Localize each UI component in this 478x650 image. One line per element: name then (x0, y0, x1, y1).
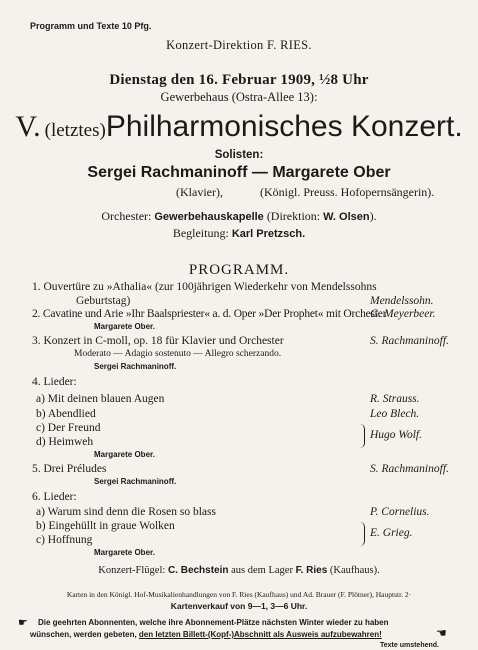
program-item-5-composer: S. Rachmaninoff. (370, 463, 449, 475)
program-heading: PROGRAMM. (188, 262, 290, 278)
program-item-6-line1: 6. Lieder: (32, 491, 77, 503)
accompaniment-label: Begleitung: (172, 226, 229, 240)
program-item-4-composer-wolf: Hugo Wolf. (370, 429, 422, 441)
program-item-3-line1: 3. Konzert in C-moll, op. 18 für Klavier und Orchester (32, 335, 284, 347)
pointing-hand-icon: ☛ (18, 617, 28, 629)
program-item-5-line1: 5. Drei Préludes (32, 463, 107, 475)
soloists-label: Solisten: (214, 149, 264, 161)
orchestra-label: Orchester: (101, 209, 152, 223)
program-item-1-composer: Mendelssohn. (370, 295, 434, 307)
soloist-1-role: (Klavier), (176, 185, 223, 199)
pointing-hand-left-icon: ☚ (436, 626, 447, 640)
program-item-4-song-b: b) Abendlied (36, 408, 96, 420)
program-item-1-line1: 1. Ouvertüre zu »Athalia« (zur 100jährigen Wiederkehr von Mendelssohns (32, 281, 377, 293)
soloist-2-role: (Königl. Preuss. Hofopernsängerin). (260, 185, 435, 199)
program-item-4-line1: 4. Lieder: (32, 376, 77, 388)
concert-venue: Gewerbehaus (Ostra-Allee 13): (160, 90, 318, 104)
notice-line-2b: den letzten Billett-(Kopf-)Abschnitt als Ausweis aufzubewahren! (138, 630, 382, 639)
soloist-dash: — (251, 164, 268, 181)
tickets-line-1: Karten in den Königl. Hof-Musikalienhandlungen von F. Ries (Kaufhaus) und Ad. Brauer (F. Plötner), Hauptstr. 2· (66, 590, 412, 599)
concert-date: Dienstag den 16. Februar 1909, ½8 Uhr (109, 72, 369, 88)
piano-label: Konzert-Flügel: (98, 565, 166, 576)
concert-title (0, 110, 478, 142)
piano-line (0, 565, 478, 576)
orchestra-name: Gewerbehauskapelle (154, 211, 264, 223)
program-item-3-composer: S. Rachmaninoff. (370, 335, 449, 347)
notice-line-2a: wünschen, werden gebeten, (30, 630, 137, 639)
program-item-4-performer: Margarete Ober. (94, 450, 155, 459)
orchestra-paren-open: (Direktion: (266, 209, 321, 223)
soloists-line (0, 164, 478, 182)
soloist-ober: Margarete Ober (272, 164, 391, 181)
program-item-4-composer-strauss: R. Strauss. (370, 393, 420, 405)
program-item-6-brace (360, 522, 365, 546)
notice-line-1: Die geehrten Abonnenten, welche ihre Abonnement-Plätze nächsten Winter wieder zu haben (38, 618, 389, 627)
program-item-4-song-a: a) Mit deinen blauen Augen (36, 393, 165, 405)
program-item-2-composer: G. Meyerbeer. (370, 308, 436, 320)
title-number: V. (15, 110, 41, 143)
price-note: Programm und Texte 10 Pfg. (30, 21, 152, 31)
program-item-4-brace (360, 424, 365, 448)
program-item-6-composer-grieg: E. Grieg. (370, 527, 413, 539)
orchestra-line (0, 209, 478, 224)
piano-brand: C. Bechstein (167, 565, 229, 576)
title-paren: (letztes) (44, 120, 106, 141)
program-item-3-movements: Moderato — Adagio sostenuto — Allegro scherzando. (74, 349, 282, 359)
piano-mid: aus dem Lager (231, 565, 293, 576)
program-item-6-composer-cornelius: P. Cornelius. (370, 506, 430, 518)
program-item-6-song-a: a) Warum sind denn die Rosen so blass (36, 506, 216, 518)
program-item-2-performer: Margarete Ober. (94, 322, 155, 331)
soloist-rachmaninoff: Sergei Rachmaninoff (87, 164, 248, 181)
program-item-6-performer: Margarete Ober. (94, 548, 155, 557)
notice-line-2 (30, 630, 382, 639)
texts-overleaf: Texte umstehend. (380, 642, 439, 649)
orchestra-director: W. Olsen (323, 211, 370, 223)
title-main: Philharmonisches Konzert. (105, 110, 463, 143)
accompaniment-line (0, 226, 478, 241)
program-item-5-performer: Sergei Rachmaninoff. (94, 477, 177, 486)
piano-store: F. Ries (295, 565, 328, 576)
accompanist: Karl Pretzsch. (231, 228, 306, 240)
orchestra-paren-close: ). (369, 209, 377, 223)
program-item-4-song-c: c) Der Freund (36, 422, 101, 434)
program-item-6-song-c: c) Hoffnung (36, 534, 93, 546)
tickets-line-2: Kartenverkauf von 9—1, 3—6 Uhr. (170, 601, 308, 611)
program-item-6-song-b: b) Eingehüllt in graue Wolken (36, 520, 175, 532)
piano-end: (Kaufhaus). (329, 565, 380, 576)
program-item-4-song-d: d) Heimweh (36, 436, 94, 448)
concert-direction: Konzert-Direktion F. RIES. (166, 38, 312, 52)
program-item-4-composer-blech: Leo Blech. (370, 408, 420, 420)
program-item-3-performer: Sergei Rachmaninoff. (94, 362, 177, 371)
program-item-1-line2: Geburtstag) (76, 295, 131, 307)
program-item-2-line1: 2. Cavatine und Arie »Ihr Baalspriester« a. d. Oper »Der Prophet« mit Orchester (32, 308, 387, 320)
